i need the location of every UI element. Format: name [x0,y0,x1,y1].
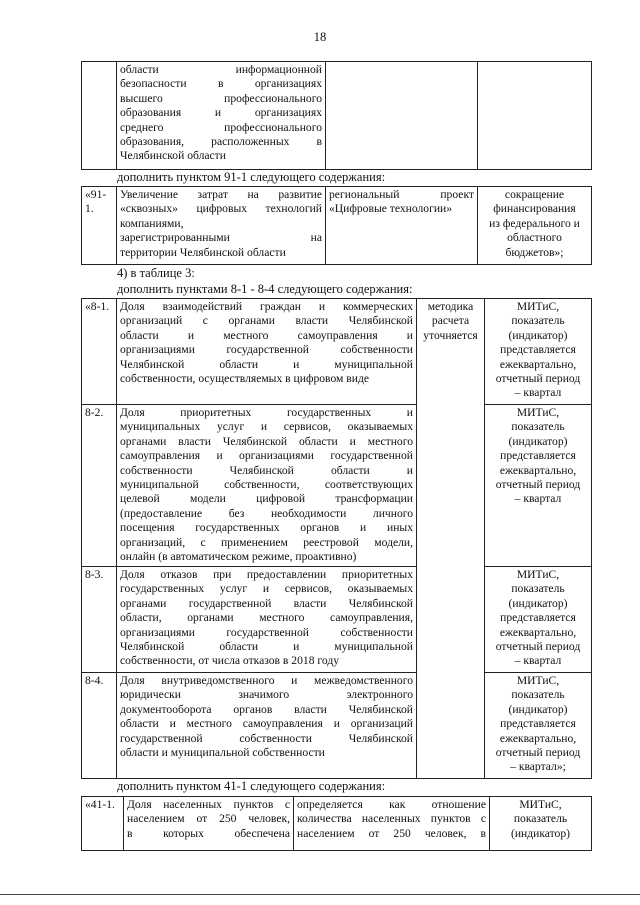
text-line: показатель [511,688,565,702]
text-line: «Цифровые технологии» [329,202,453,216]
table-cell-indicator-name [117,673,417,779]
text-line: – квартал [514,654,562,668]
text-line: Увеличение затрат на развитие [120,188,322,201]
text-line: областного [507,231,562,245]
text-line: посещения государственных органов и иных [120,521,413,535]
text-line: из федерального и [489,216,580,230]
text-line: МИТиС, [516,300,560,313]
text-line: показатель [513,812,568,826]
text-line: муниципальных услуг и сервисов, оказываемых [120,420,413,434]
text-line: показатель [511,314,565,328]
text-line: образования и организациях [120,106,322,120]
table-cell-note [478,62,592,170]
table-41-1 [81,796,592,851]
text-line: организациями государственной собственности [120,343,413,357]
text-line: организаций с органами власти Челябинской [120,314,413,328]
table-cell-source [326,187,478,265]
text-line: Доля приоритетных государственных и [120,406,413,419]
table-8-1-8-4 [81,298,592,779]
text-line: безопасности в организациях [120,77,322,91]
text-line: собственности, от числа отказов в 2018 году [120,654,340,668]
text-line: государственных услуг и сервисов, оказываемых [120,582,413,596]
text-line: МИТиС, [516,568,560,581]
table-cell-indicator-name [124,797,294,851]
table-cell-method [294,797,490,851]
text-line: расчета [431,314,470,328]
text-line: представляется [500,717,576,731]
page-number: 18 [313,30,327,44]
paragraph-add-41-1: дополнить пунктом 41-1 следующего содержания: [117,779,386,793]
text-line: ежеквартально, [499,357,577,371]
table-91-1 [81,186,592,265]
text-line: Доля внутриведомственного и межведомственного [120,674,413,687]
text-line: Челябинской области и муниципальной [120,640,413,654]
table-cell-method [326,62,478,170]
paragraph-add-8-1-8-4: дополнить пунктами 8-1 - 8-4 следующего содержания: [117,282,413,296]
text-line: Челябинской области [120,149,226,163]
table-cell-number: 8-3. [82,567,117,673]
text-line: МИТиС, [519,798,562,811]
table-cell-number: 8-2. [82,405,117,567]
table-cell-method [417,299,485,779]
text-line: определяется как отношение [297,798,486,811]
text-line: организациями государственной собственности [120,625,413,639]
text-line: высшего профессионального [120,91,322,105]
text-line: целевой модели цифровой трансформации [120,492,413,506]
text-line: (индикатор) [508,328,568,342]
table-cell-indicator-name [117,405,417,567]
text-line: бюджетов»; [505,245,564,259]
text-line: зарегистрированными на [120,231,322,245]
text-line: отчетный период [495,746,581,760]
text-line: области и местного самоуправления и [120,328,413,342]
text-line: – квартал [514,386,562,400]
text-line: уточняется [423,328,478,342]
text-line: показатель [511,420,565,434]
text-line: представляется [500,449,576,463]
text-line: (индикатор) [508,596,568,610]
text-line: – квартал»; [510,760,566,774]
text-line: документооборота органов власти Челябинской [120,702,413,716]
text-line: отчетный период [495,372,581,386]
table-cell-indicator-name [117,567,417,673]
table-cell-number: «41-1. [82,797,124,851]
table-cell-responsible [485,299,592,405]
text-line: области и муниципальной собственности [120,746,325,760]
text-line: Доля отказов при предоставлении приоритетных [120,568,413,581]
text-line: органами власти Челябинской области и местного [120,434,413,448]
text-line: отчетный период [495,640,581,654]
text-line: сокращение [504,188,565,201]
text-line: МИТиС, [516,406,560,419]
table-cell-responsible [485,567,592,673]
table-cell-note [478,187,592,265]
table-cell-number: 8-4. [82,673,117,779]
text-line: ежеквартально, [499,625,577,639]
text-line: области и местного самоуправления и организаций [120,717,413,731]
text-line: показатель [511,582,565,596]
text-line: организаций, с применением реестровой модели, [120,535,413,549]
table-cell-number: «91-1. [82,187,117,265]
text-line: компаниями, [120,216,184,230]
text-line: отчетный период [495,478,581,492]
text-line: методика [427,300,474,313]
text-line: ежеквартально, [499,463,577,477]
text-line: ежеквартально, [499,731,577,745]
text-line: Доля населенных пунктов с [127,798,290,811]
text-line: муниципальной собственности, соответствующих [120,478,413,492]
text-line: населением от 250 человек, в [297,826,486,840]
text-line: области, органами местного самоуправления, [120,611,413,625]
text-line: (индикатор) [508,434,568,448]
text-line: самоуправления и организациями государственной [120,449,413,463]
table-cell-responsible [490,797,592,851]
paragraph-table-3: 4) в таблице 3: [117,266,195,280]
text-line: образования, расположенных в [120,135,322,149]
text-line: органами государственной власти Челябинской [120,596,413,610]
table-cell-responsible [485,673,592,779]
table-cell-indicator-name [117,299,417,405]
text-line: представляется [500,343,576,357]
text-line: финансирования [493,202,576,216]
text-line: региональный проект [329,188,474,201]
text-line: среднего профессионального [120,120,322,134]
text-line: в которых обеспечена [127,826,290,840]
text-line: юридически значимого электронного [120,688,413,702]
table-cell-number: «8-1. [82,299,117,405]
text-line: (предоставление без необходимости личного [120,506,413,520]
text-line: представляется [500,611,576,625]
table-cell-indicator-name [117,187,326,265]
text-line: собственности, осуществляемых в цифровом виде [120,372,369,386]
text-line: области информационной [120,63,322,76]
text-line: территории Челябинской области [120,245,286,259]
text-line: населением от 250 человек, [127,812,290,826]
text-line: «сквозных» цифровых технологий [120,202,322,216]
text-line: государственной собственности Челябинской [120,731,413,745]
text-line: собственности Челябинской области и [120,463,413,477]
text-line: (индикатор) [508,702,568,716]
text-line: (индикатор) [510,826,571,840]
table-continuation [81,61,592,170]
table-cell-indicator-text [117,62,326,170]
text-line: количества населенных пунктов с [297,812,486,826]
text-line: Доля взаимодействий граждан и коммерческих [120,300,413,313]
text-line: – квартал [514,492,562,506]
text-line: МИТиС, [516,674,560,687]
page-bottom-rule [0,894,640,895]
text-line: Челябинской области и муниципальной [120,357,413,371]
table-cell-number [82,62,117,170]
table-cell-responsible [485,405,592,567]
text-line: онлайн (в автоматическом режиме, проактивно) [120,550,357,564]
paragraph-add-91-1: дополнить пунктом 91-1 следующего содержания: [117,170,386,184]
